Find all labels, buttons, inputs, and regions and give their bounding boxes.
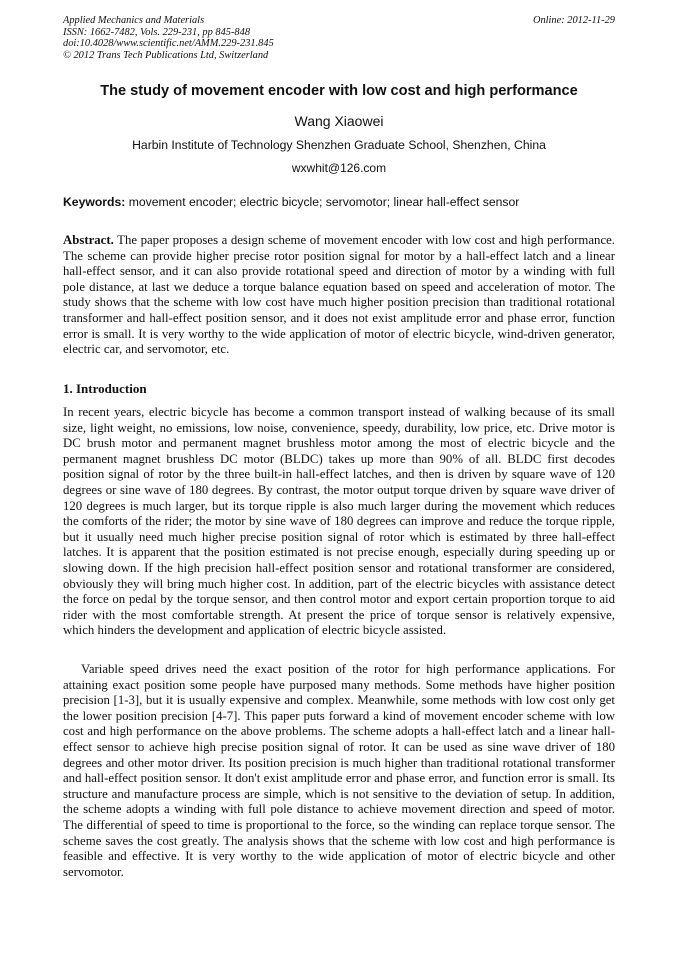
doi-line: doi:10.4028/www.scientific.net/AMM.229-231.845 bbox=[63, 38, 274, 50]
online-date: Online: 2012-11-29 bbox=[532, 15, 615, 26]
keywords-text: movement encoder; electric bicycle; servomotor; linear hall-effect sensor bbox=[125, 195, 520, 209]
paper-title: The study of movement encoder with low cost and high performance bbox=[100, 83, 578, 99]
section-heading: 1. Introduction bbox=[63, 381, 147, 396]
affiliation: Harbin Institute of Technology Shenzhen Graduate School, Shenzhen, China bbox=[132, 138, 546, 152]
abstract-label: Abstract. bbox=[63, 233, 114, 247]
intro-paragraph-2: Variable speed drives need the exact position of the rotor for high performance applications. For attaining exact position some people have purposed many methods. Some methods have higher position precision [1-3], but it is usually expensive and complex. Meanwhile, some methods with low cost only get the lower position precision [4-7]. This paper puts forward a kind of movement encoder scheme with low cost and high performance on the above problems. The scheme adopts a hall-effect latch and a linear hall-effect sensor to achieve high precise position signal of rotor. It can be used as sine wave driver of 180 degrees and other motor driver. Its position precision is much higher than traditional rotational transformer and hall-effect position sensor. It don't exist amplitude error and phase error, and function error is small. Its structure and manufacture process are simple, which is not sensitive to the deviation of setup. In addition, the scheme adopts a winding with full pole distance to achieve movement direction and speed of motor. The differential of speed to time is proportional to the force, so the winding can replace torque sensor. The scheme saves the cost greatly. The analysis shows that the scheme with low cost and high performance is feasible and effective. It is very worthy to the wide application of motor of electric bicycle and other servomotor. bbox=[63, 662, 615, 879]
abstract bbox=[63, 233, 615, 358]
author-name: Wang Xiaowei bbox=[294, 113, 384, 129]
intro-paragraph-1: In recent years, electric bicycle has become a common transport instead of walking because of its small size, light weight, no emissions, low noise, convenience, speedy, durability, low price, etc. Drive motor is DC brush motor and permanent magnet brushless motor among the most of electric bicycle and the permanent magnet brushless DC motor (BLDC) takes up more than 90% of all. BLDC first decodes position signal of rotor by the three built-in hall-effect latches, and then is driven by square wave of 120 degrees or sine wave of 180 degrees. By contrast, the motor output torque driven by square wave driver of 120 degrees is much larger, but its torque ripple is also much larger during the movement which reduces the comforts of the rider; the motor by sine wave of 180 degrees can improve and reduce the torque ripple, but it usually need much higher precise position signal of rotor which is estimated by three hall-effect latches. It is apparent that the position estimated is not precise enough, especially during speeding up or slowing down. If the high precision hall-effect position sensor and rotational transformer are considered, obviously they will bring much higher cost. In addition, part of the electric bicycles with assistance detect the force on pedal by the torque sensor, and then control motor and export certain proportion torque to aid rider with the most comfortable strength. At present the price of torque sensor is relatively expensive, which hinders the development and application of electric bicycle assisted. bbox=[63, 405, 615, 638]
keywords bbox=[63, 194, 623, 210]
abstract-text: The paper proposes a design scheme of movement encoder with low cost and high performance. The scheme can provide higher precise rotor position signal for motor by a hall-effect latch and a linear hall-effect sensor, and it can also provide rotational speed and direction of motor by a winding with full pole distance, at last we deduce a torque balance equation based on speed and acceleration of motor. The study shows that the scheme with low cost have much higher position precision than traditional rotational transformer and hall-effect position sensor, and it does not exist amplitude error and phase error, function error is small. It is very worthy to the wide application of motor of electric bicycle, wind-driven generator, electric car, and servomotor, etc. bbox=[63, 233, 615, 357]
copyright-line: © 2012 Trans Tech Publications Ltd, Switzerland bbox=[63, 49, 269, 61]
keywords-label: Keywords: bbox=[63, 195, 126, 209]
journal-header bbox=[63, 15, 615, 61]
issn-line: ISSN: 1662-7482, Vols. 229-231, pp 845-848 bbox=[63, 26, 251, 38]
author-email: wxwhit@126.com bbox=[291, 161, 387, 175]
journal-name: Applied Mechanics and Materials bbox=[63, 15, 205, 26]
